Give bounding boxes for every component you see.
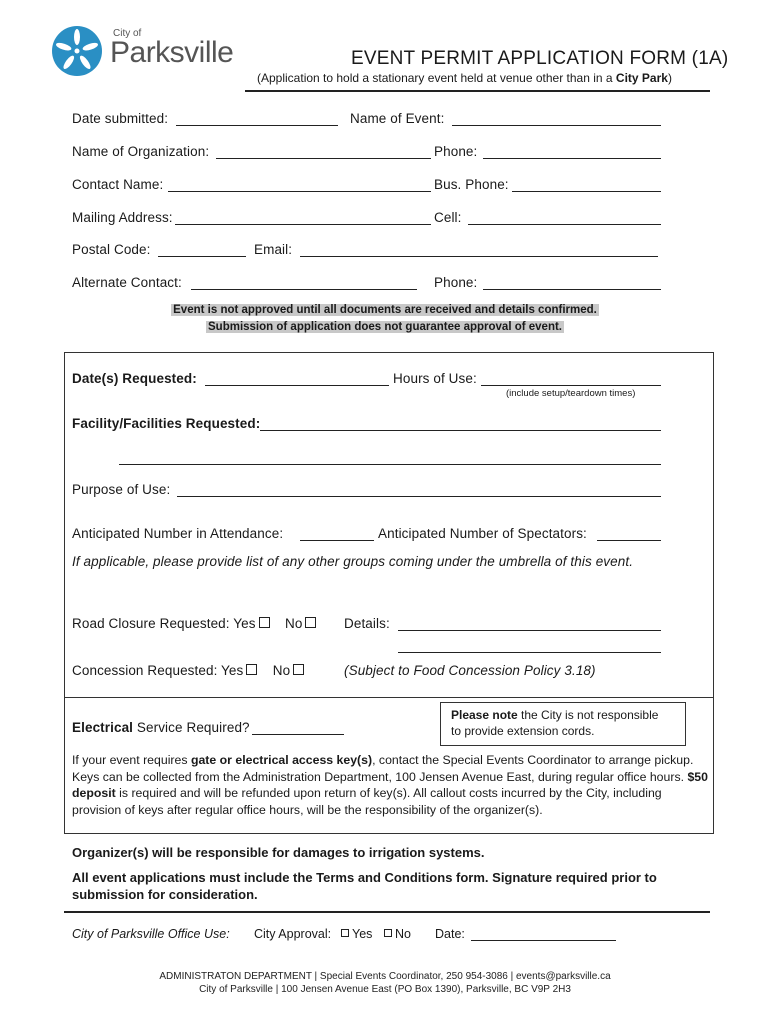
- cell-field[interactable]: [468, 209, 661, 225]
- email-field[interactable]: [300, 241, 658, 257]
- dates-requested-label: Date(s) Requested:: [72, 371, 197, 386]
- sand-dollar-icon: [50, 24, 104, 78]
- office-date-label: Date:: [435, 927, 465, 941]
- irrigation-notice: Organizer(s) will be responsible for damages to irrigation systems.: [72, 845, 485, 860]
- facility-label: Facility/Facilities Requested:: [72, 416, 261, 431]
- cell-label: Cell:: [434, 210, 462, 225]
- facility-field[interactable]: [260, 415, 661, 431]
- event-name-field[interactable]: [452, 110, 661, 126]
- attendance-field[interactable]: [300, 525, 374, 541]
- electrical-field[interactable]: [252, 719, 344, 735]
- approval-no-option[interactable]: No: [384, 927, 411, 941]
- email-label: Email:: [254, 242, 293, 257]
- office-use-rule: [64, 911, 710, 913]
- facility-field-2[interactable]: [119, 449, 661, 465]
- road-closure-yes-checkbox[interactable]: [259, 617, 270, 628]
- spectators-field[interactable]: [597, 525, 661, 541]
- phone-label: Phone:: [434, 144, 478, 159]
- bus-phone-label: Bus. Phone:: [434, 177, 509, 192]
- date-submitted-field[interactable]: [176, 110, 338, 126]
- city-logo: [50, 24, 240, 80]
- alternate-phone-label: Phone:: [434, 275, 478, 290]
- contact-name-label: Contact Name:: [72, 177, 164, 192]
- mailing-address-label: Mailing Address:: [72, 210, 173, 225]
- postal-code-label: Postal Code:: [72, 242, 151, 257]
- phone-field[interactable]: [483, 143, 661, 159]
- concession-yes-checkbox[interactable]: [246, 664, 257, 675]
- road-closure-no-checkbox[interactable]: [305, 617, 316, 628]
- logo-small-text: City of: [113, 28, 142, 39]
- extension-cord-note: Please note the City is not responsible to provide extension cords.: [440, 702, 686, 746]
- office-date-field[interactable]: [471, 925, 616, 941]
- electrical-label: Electrical Service Required?: [72, 720, 250, 735]
- form-subtitle: (Application to hold a stationary event held at venue other than in a City Park): [257, 71, 672, 85]
- concession-label: Concession Requested: Yes No: [72, 663, 304, 678]
- approval-yes-option[interactable]: Yes: [341, 927, 372, 941]
- alternate-contact-label: Alternate Contact:: [72, 275, 182, 290]
- mailing-address-field[interactable]: [175, 209, 431, 225]
- notice-line-2: Submission of application does not guarantee approval of event.: [208, 321, 562, 333]
- bus-phone-field[interactable]: [512, 176, 661, 192]
- footer: [0, 970, 770, 996]
- org-name-label: Name of Organization:: [72, 144, 210, 159]
- notice-line-1: Event is not approved until all documents are received and details confirmed.: [173, 304, 597, 316]
- header-rule: [245, 90, 710, 92]
- purpose-label: Purpose of Use:: [72, 482, 171, 497]
- city-approval-label: City Approval:: [254, 927, 332, 941]
- hours-of-use-label: Hours of Use:: [393, 371, 477, 386]
- approval-notice: [0, 302, 770, 336]
- footer-line-1: ADMINISTRATON DEPARTMENT | Special Events Coordinator, 250 954-3086 | events@parksville.ca: [159, 971, 611, 982]
- concession-policy-note: (Subject to Food Concession Policy 3.18): [344, 663, 596, 678]
- approval-no-checkbox[interactable]: [384, 929, 392, 937]
- attendance-label: Anticipated Number in Attendance:: [72, 526, 284, 541]
- details-label: Details:: [344, 616, 390, 631]
- details-field-2[interactable]: [398, 637, 661, 653]
- event-name-label: Name of Event:: [350, 111, 445, 126]
- date-submitted-label: Date submitted:: [72, 111, 169, 126]
- dates-requested-field[interactable]: [205, 370, 389, 386]
- contact-name-field[interactable]: [168, 176, 431, 192]
- hours-of-use-field[interactable]: [481, 370, 661, 386]
- purpose-field[interactable]: [177, 481, 661, 497]
- details-field[interactable]: [398, 615, 661, 631]
- logo-text: Parksville: [110, 36, 234, 69]
- office-use-label: City of Parksville Office Use:: [72, 927, 230, 941]
- form-title: EVENT PERMIT APPLICATION FORM (1A): [351, 48, 729, 69]
- terms-notice: All event applications must include the Terms and Conditions form. Signature required prior to submission for consideration.: [72, 870, 657, 902]
- org-name-field[interactable]: [216, 143, 431, 159]
- alternate-contact-field[interactable]: [191, 274, 417, 290]
- postal-code-field[interactable]: [158, 241, 246, 257]
- footer-line-2: City of Parksville | 100 Jensen Avenue East (PO Box 1390), Parksville, BC V9P 2H3: [199, 984, 571, 995]
- hours-note: (include setup/teardown times): [506, 388, 636, 399]
- alternate-phone-field[interactable]: [483, 274, 661, 290]
- access-keys-paragraph: If your event requires gate or electrical access key(s), contact the Special Events Coordinator to arrange pickup. Keys can be collected from the Administration Department, 100 Jensen Avenue East, during regular office hours. $50 deposit is required and will be refunded upon return of key(s). All callout costs incurred by the City, including provision of keys after regular office hours, will be the responsibility of the organizer(s).: [72, 753, 708, 817]
- spectators-label: Anticipated Number of Spectators:: [378, 526, 587, 541]
- other-groups-text: If applicable, please provide list of any other groups coming under the umbrella of this event.: [72, 554, 634, 569]
- road-closure-label: Road Closure Requested: Yes No: [72, 616, 316, 631]
- approval-yes-checkbox[interactable]: [341, 929, 349, 937]
- concession-no-checkbox[interactable]: [293, 664, 304, 675]
